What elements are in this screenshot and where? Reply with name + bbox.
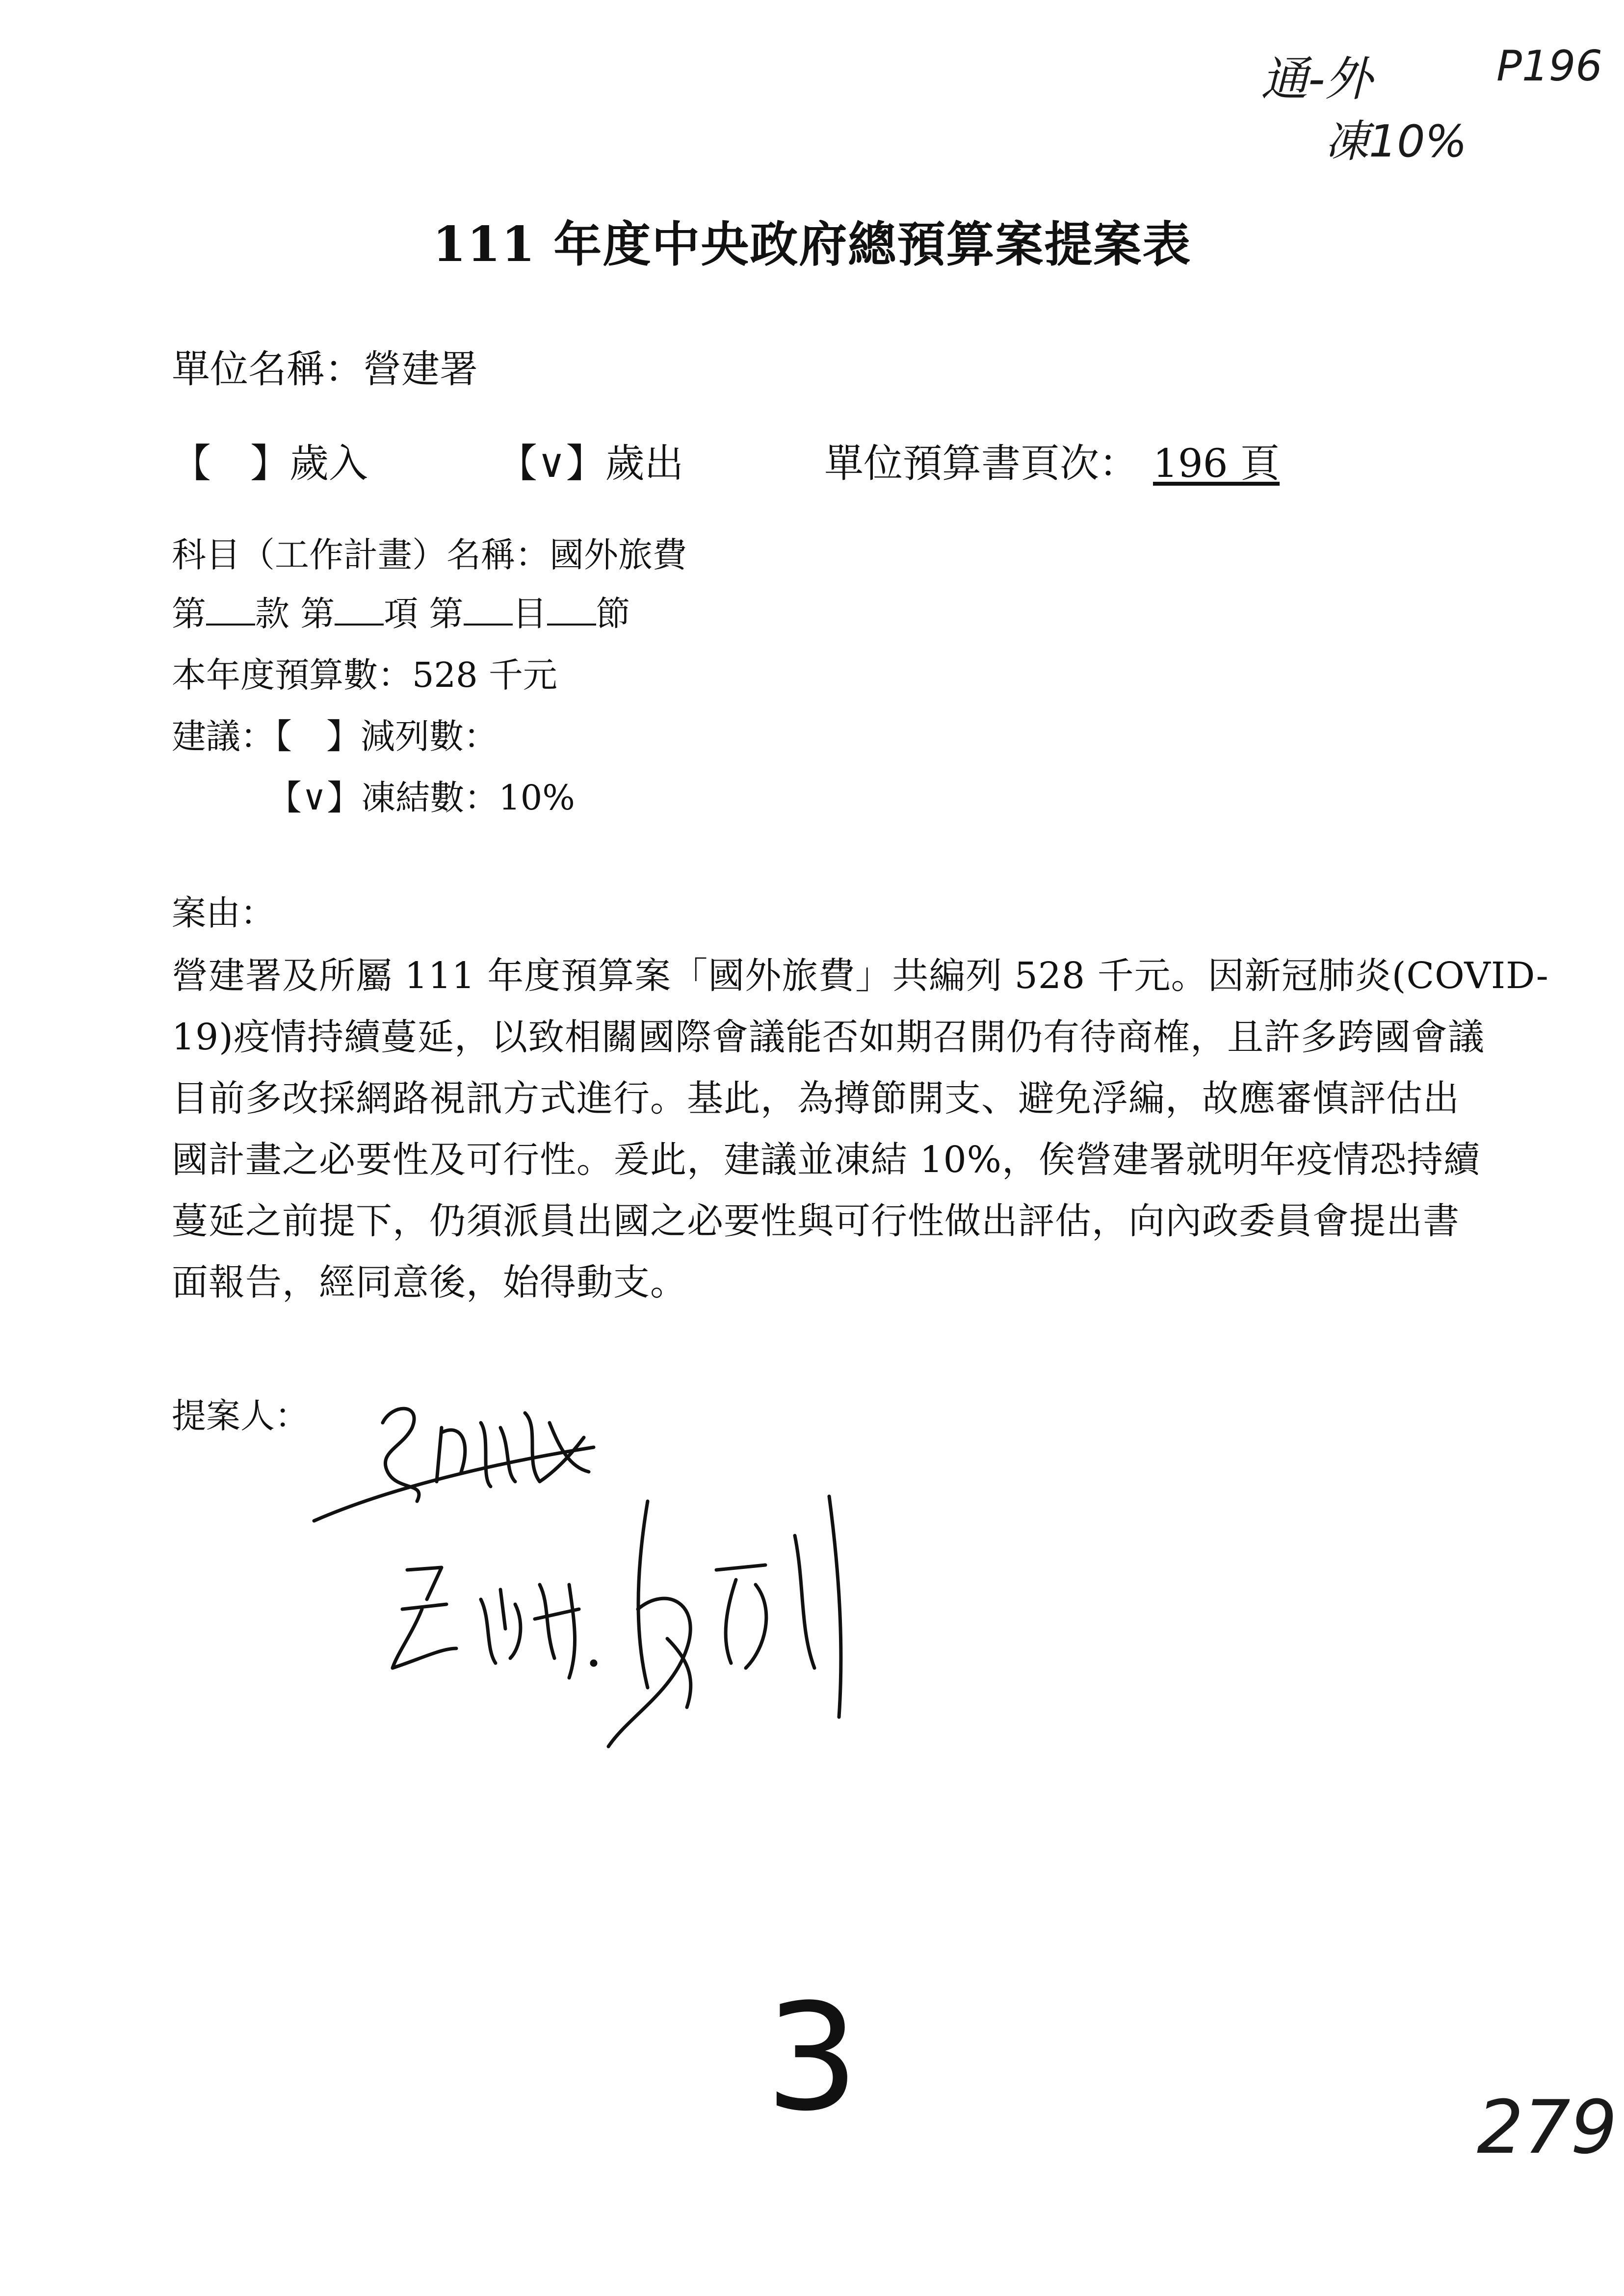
expense-option (498, 432, 684, 488)
signature-1 (314, 1409, 594, 1521)
budget-amount-row (172, 648, 557, 697)
section-word-4: 目 (512, 594, 547, 634)
income-checkbox: 【 】 (172, 441, 289, 486)
budget-amount-value: 528 千元 (412, 655, 557, 695)
income-label: 歲入 (289, 441, 368, 486)
freeze-value: 10% (498, 778, 575, 818)
section-word-2: 款 第 (255, 594, 335, 634)
budget-page-value: 196 頁 (1153, 441, 1280, 486)
freeze-checkbox: 【∨】 (267, 778, 362, 818)
blank-line (464, 623, 513, 626)
subject-value: 國外旅費 (550, 535, 687, 575)
signatures (294, 1374, 1030, 1815)
reason-line: 目前多改採網路視訊方式進行。基此，為撙節開支、避免浮編，故應審慎評估出 (172, 1077, 1460, 1120)
budget-amount-label: 本年度預算數： (172, 655, 412, 695)
signature-3 (608, 1496, 841, 1747)
section-word-1: 第 (172, 594, 206, 634)
budget-page-label: 單位預算書頁次： (824, 441, 1138, 486)
subject-row (172, 527, 687, 577)
expense-checkbox: 【∨】 (498, 441, 605, 486)
reason-line: 營建署及所屬 111 年度預算案「國外旅費」共編列 528 千元。因新冠肺炎(COVID- (172, 955, 1549, 997)
handwritten-note-bottom: 279 (1477, 2085, 1618, 2170)
page-number: 3 (765, 1972, 859, 2143)
unit-name-row (172, 339, 478, 393)
reason-line: 蔓延之前提下，仍須派員出國之必要性與可行性做出評估，向內政委員會提出書 (172, 1200, 1460, 1242)
blank-line (547, 623, 596, 626)
cut-checkbox: 【 】 (275, 716, 361, 757)
section-word-5: 節 (596, 594, 630, 634)
cut-label: 減列數： (361, 716, 498, 757)
reason-line: 19)疫情持續蔓延，以致相關國際會議能否如期召開仍有待商榷，且許多跨國會議 (172, 1016, 1485, 1058)
handwritten-note-freeze: 凍10% (1325, 116, 1467, 167)
reason-line: 國計畫之必要性及可行性。爰此，建議並凍結 10%，俟營建署就明年疫情恐持續 (172, 1139, 1480, 1181)
unit-name-label: 單位名稱： (172, 347, 364, 391)
section-word-3: 項 第 (384, 594, 464, 634)
freeze-row (267, 770, 575, 820)
freeze-label: 凍結數： (361, 778, 499, 818)
blank-line (206, 623, 255, 626)
proposer-label: 提案人： (172, 1396, 309, 1436)
subject-label: 科目（工作計畫）名稱： (172, 535, 550, 575)
signature-2 (393, 1567, 596, 1678)
handwritten-note-page: P196 (1496, 42, 1603, 91)
handwritten-note-category: 通-外 (1261, 52, 1372, 106)
suggestion-label: 建議： (172, 716, 275, 757)
reason-line: 面報告，經同意後，始得動支。 (172, 1261, 687, 1304)
expense-label: 歲出 (605, 441, 684, 486)
suggestion-row (172, 709, 498, 758)
unit-name-value: 營建署 (363, 347, 478, 391)
reason-label: 案由： (172, 893, 275, 933)
budget-page-field (824, 432, 1302, 488)
section-row (172, 586, 630, 636)
income-option (172, 432, 368, 488)
document-title: 111 年度中央政府總預算案提案表 (432, 216, 1192, 273)
blank-line (335, 623, 384, 626)
